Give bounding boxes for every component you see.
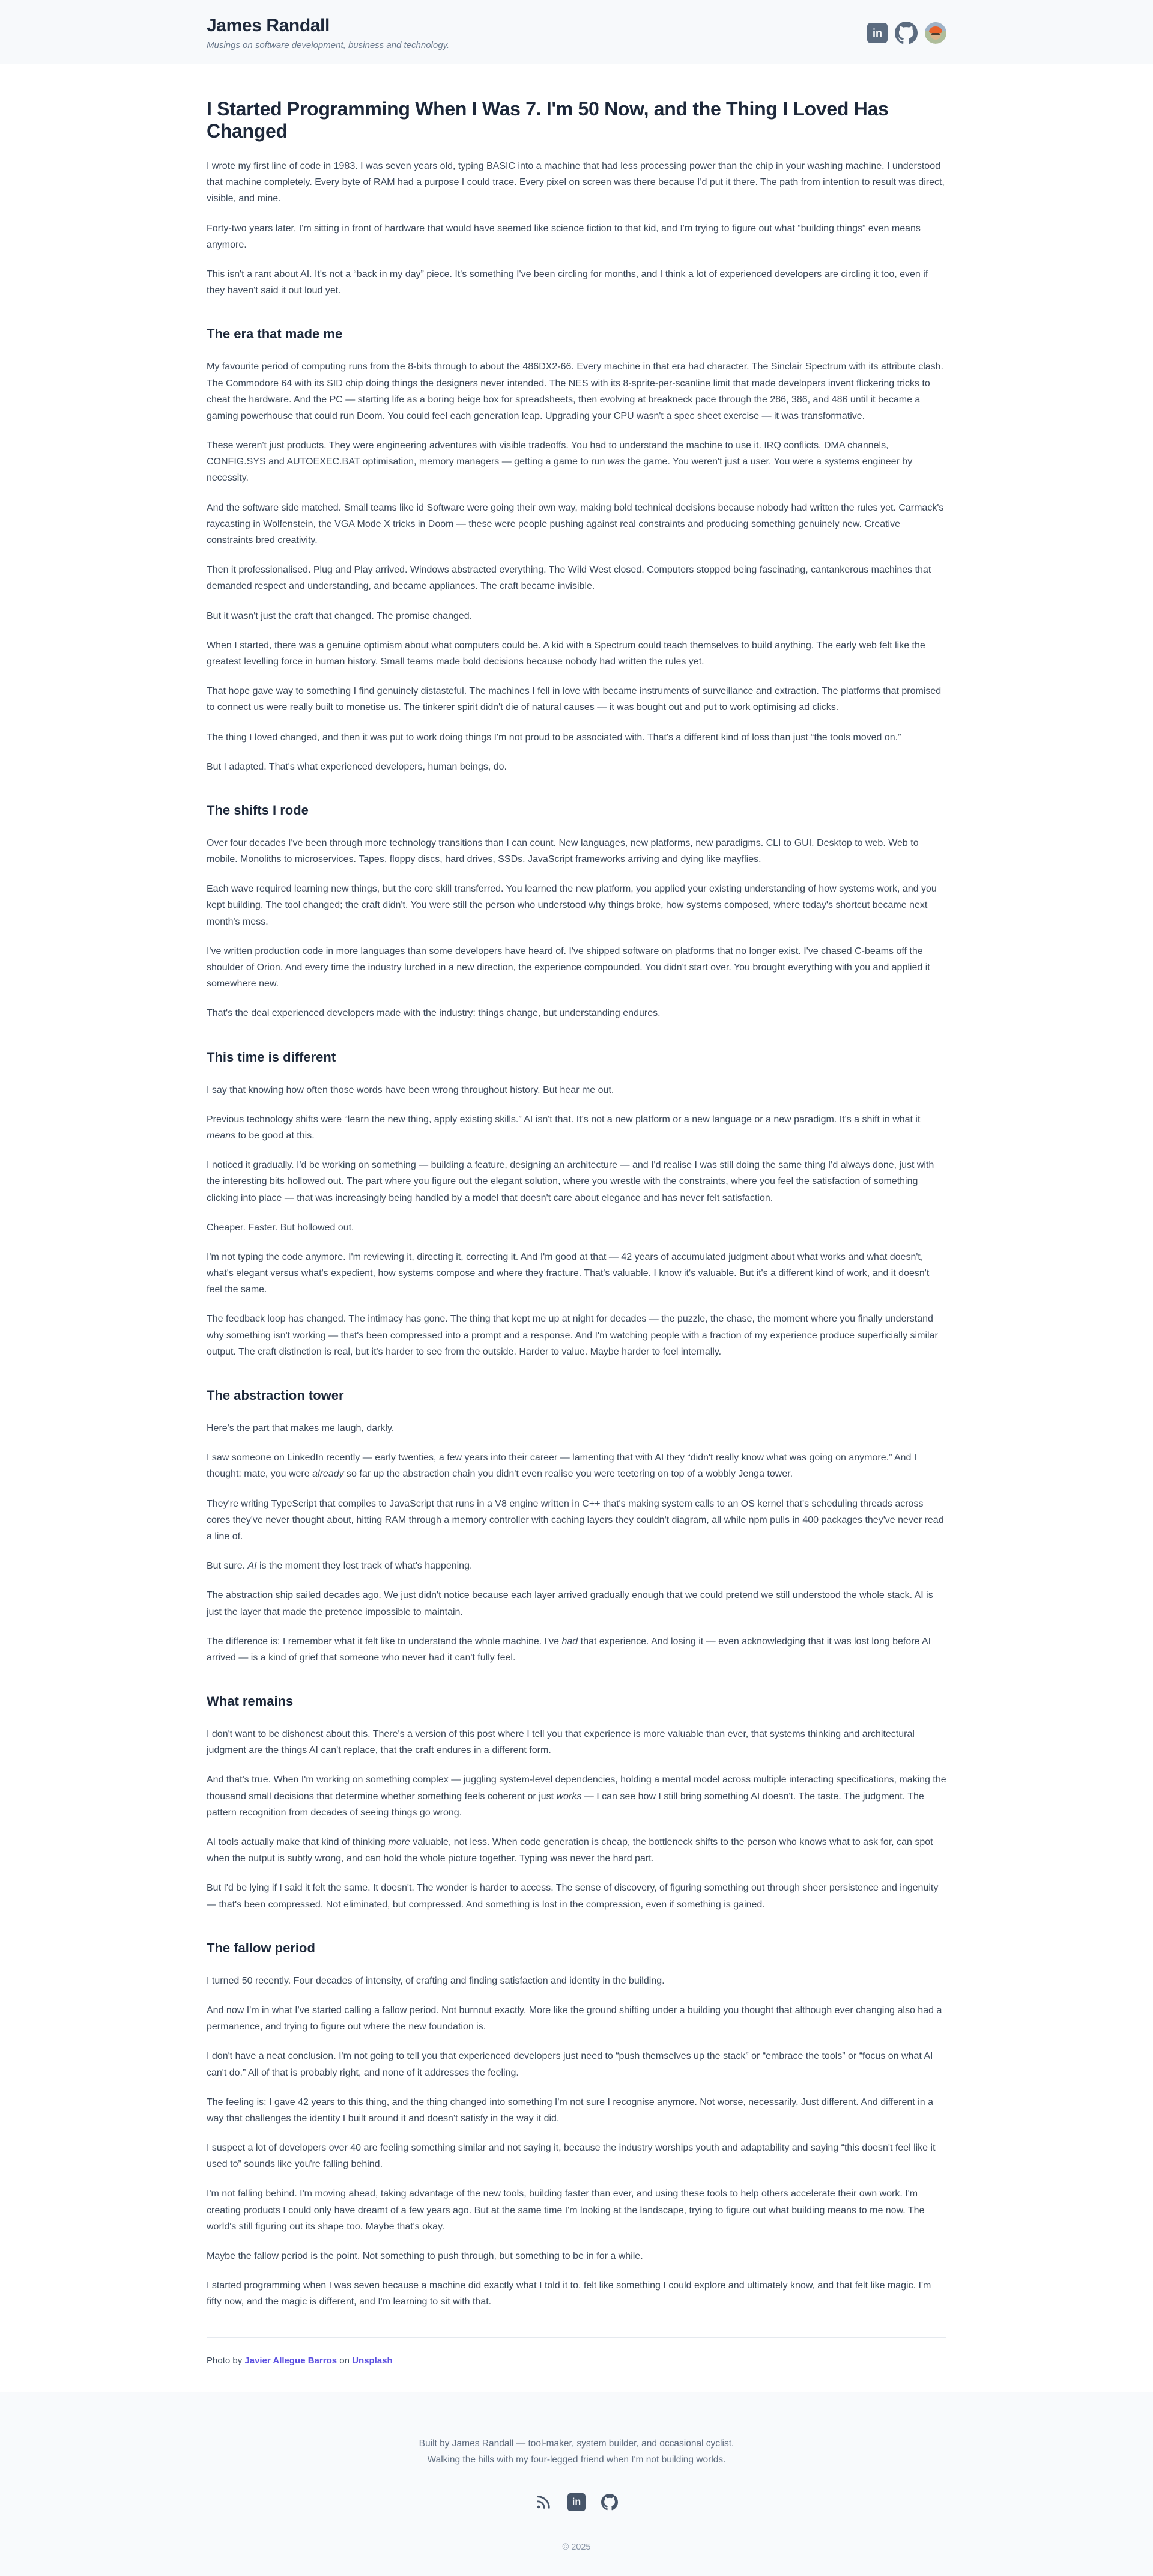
paragraph: I'm not typing the code anymore. I'm reviewing it, directing it, correcting it. And I'm good at that — 42 years of accumulated judgment about what works and what doesn't, what's elegant versus what's expedient, how systems compose and where they fracture. That's valuable. I know it's valuable. But it's a different kind of work, and it doesn't feel the same. (207, 1251, 930, 1295)
paragraph: This isn't a rant about AI. It's not a “back in my day” piece. It's something I've been circling for months, and I think a lot of experienced developers are circling it too, even if they haven't said it out loud yet. (207, 269, 928, 296)
photo-credit (207, 2356, 946, 2366)
paragraph: Previous technology shifts were “learn the new thing, apply existing skills.” AI isn't that. It's not a new platform or a new language or a new paradigm. It's a shift in what it means to be good at this. (207, 1114, 921, 1141)
footer-bio-line2: Walking the hills with my four-legged friend when I'm not building worlds. (427, 2454, 726, 2465)
photo-source-link[interactable]: Unsplash (352, 2355, 393, 2366)
paragraph: And the software side matched. Small teams like id Software were going their own way, making bold technical decisions because nobody had written the rules yet. Carmack's raycasting in Wolfenstein, the VGA Mode X tricks in Doom — these were people pushing against real constraints and producing something genuinely new. Creative constraints bred creativity. (207, 502, 944, 545)
site-footer (0, 2392, 1153, 2576)
site-header (0, 0, 1153, 64)
paragraph: And that's true. When I'm working on something complex — juggling system-level dependencies, holding a mental model across multiple interacting specifications, making the thousand small decisions that determine whether something feels coherent or just works — I can see how I still bring something AI doesn't. The taste. The judgment. The pattern recognition from decades of seeing things go wrong. (207, 1775, 946, 1818)
paragraph: These weren't just products. They were engineering adventures with visible tradeoffs. You had to understand the machine to use it. IRQ conflicts, DMA channels, CONFIG.SYS and AUTOEXEC.BAT optimisation, memory managers — getting a game to run was the game. You weren't just a user. You were a systems engineer by necessity. (207, 440, 913, 484)
section-heading: The era that made me (207, 326, 343, 342)
paragraph: I suspect a lot of developers over 40 are feeling something similar and not saying it, because the industry worships youth and adaptability and saying “this doesn't feel like it used to” sounds like you're falling behind. (207, 2143, 936, 2170)
linkedin-icon[interactable] (867, 23, 888, 43)
paragraph: But it wasn't just the craft that changed. The promise changed. (207, 610, 473, 621)
post-divider (207, 2337, 946, 2338)
linkedin-badge-footer: in (567, 2493, 586, 2511)
site-tagline: Musings on software development, business and technology. (207, 40, 450, 50)
paragraph: Maybe the fallow period is the point. Not something to push through, but something to be in for a while. (207, 2251, 643, 2261)
site-identity (207, 16, 449, 50)
paragraph: Here's the part that makes me laugh, darkly. (207, 1423, 395, 1433)
paragraph: The feedback loop has changed. The intimacy has gone. The thing that kept me up at night for decades — the puzzle, the chase, the moment where you finally understand why something isn't working — that's been compressed into a prompt and a response. And I'm watching people with a fraction of my experience produce superficially similar output. The craft distinction is real, but it's harder to see from the outside. Harder to value. Maybe harder to feel internally. (207, 1314, 938, 1357)
photo-credit-prefix: Photo by (207, 2355, 245, 2366)
paragraph: But sure. AI is the moment they lost track of what's happening. (207, 1561, 473, 1572)
paragraph: Over four decades I've been through more technology transitions than I can count. New languages, new platforms, new paradigms. CLI to GUI. Desktop to web. Web to mobile. Monoliths to microservices. Tapes, floppy discs, hard drives, SSDs. JavaScript frameworks arriving and dying like mayflies. (207, 837, 919, 865)
paragraph: AI tools actually make that kind of thinking more valuable, not less. When code generation is cheap, the bottleneck shifts to the person who knows what to ask for, can spot when the output is subtly wrong, and can hold the whole picture together. Typing was never the hard part. (207, 1837, 933, 1864)
header-social-links (867, 22, 946, 44)
paragraph: But I'd be lying if I said it felt the same. It doesn't. The wonder is harder to access. The sense of discovery, of figuring something out through sheer persistence and ingenuity — that's been compressed. Not eliminated, but compressed. And something is lost in the compression, even if something is gained. (207, 1883, 939, 1910)
paragraph: The thing I loved changed, and then it was put to work doing things I'm not proud to be associated with. That's a different kind of loss than just “the tools moved on.” (207, 732, 901, 743)
paragraph: I saw someone on LinkedIn recently — early twenties, a few years into their career — lamenting that with AI they “didn't really know what was going on anymore.” And I thought: mate, you were already so far up the abstraction chain you didn't even realise you were teetering on top of a wobbly Jenga tower. (207, 1453, 917, 1480)
paragraph: And now I'm in what I've started calling a fallow period. Not burnout exactly. More like the ground shifting under a building you thought that although ever changing also had a permanence, and trying to figure out where the new foundation is. (207, 2005, 942, 2032)
footer-bio-line1: Built by James Randall — tool-maker, system builder, and occasional cyclist. (419, 2438, 734, 2449)
photo-credit-middle: on (337, 2355, 353, 2366)
paragraph: I noticed it gradually. I'd be working on something — building a feature, designing an architecture — and I'd realise I was still doing the same thing I'd always done, just with the interesting bits hollowed out. The part where you figure out the elegant solution, where you wrestle with the constraints, where you feel the satisfaction of something clicking into place — that was increasingly being handled by a model that doesn't care about elegance and has never felt satisfaction. (207, 1160, 934, 1203)
paragraph: I started programming when I was seven because a machine did exactly what I told it to, felt like something I could explore and ultimately know, and that felt like magic. I'm fifty now, and the magic is different, and I'm learning to sit with that. (207, 2280, 931, 2307)
paragraph: Each wave required learning new things, but the core skill transferred. You learned the new platform, you applied your existing understanding of how systems work, and you kept building. The tool changed; the craft didn't. You were still the person who understood why things broke, how systems composed, where today's shortcut became next month's mess. (207, 884, 937, 927)
rss-icon[interactable] (535, 2494, 552, 2511)
paragraph: That's the deal experienced developers made with the industry: things change, but understanding endures. (207, 1008, 661, 1019)
paragraph: I don't have a neat conclusion. I'm not going to tell you that experienced developers just need to “push themselves up the stack” or “embrace the tools” or “focus on what AI can't do.” All of that is probably right, and none of it addresses the feeling. (207, 2051, 933, 2078)
section-heading: What remains (207, 1694, 294, 1709)
paragraph: I've written production code in more languages than some developers have heard of. I've shipped software on platforms that no longer exist. I've chased C-beams off the shoulder of Orion. And every time the industry lurched in a new direction, the experience compounded. You didn't start over. You brought everything with you and applied it somewhere new. (207, 946, 930, 989)
github-icon-footer[interactable] (601, 2494, 618, 2511)
post-title: I Started Programming When I Was 7. I'm 50 Now, and the Thing I Loved Has Changed (207, 98, 889, 142)
paragraph: My favourite period of computing runs from the 8-bits through to about the 486DX2-66. Every machine in that era had character. The Sinclair Spectrum with its attribute clash. The Commodore 64 with its SID chip doing things the designers never intended. The NES with its 8-sprite-per-scanline limit that made developers invent flickering tricks to cheat the hardware. And the PC — starting life as a boring beige box for spreadsheets, then evolving at breakneck pace through the 286, 386, and 486 until it became a gaming powerhouse that could run Doom. You could feel each generation leap. Upgrading your CPU wasn't a spec sheet exercise — it was transformative. (207, 362, 943, 421)
linkedin-icon-footer[interactable] (567, 2493, 586, 2511)
section-heading: The fallow period (207, 1940, 315, 1955)
paragraph: When I started, there was a genuine optimism about what computers could be. A kid with a Spectrum could teach themselves to build anything. The early web felt like the greatest levelling force in human history. Small teams made bold decisions because nobody had written the rules yet. (207, 640, 925, 667)
site-title: James Randall (207, 16, 330, 35)
paragraph: The feeling is: I gave 42 years to this thing, and the thing changed into something I'm not sure I recognise anymore. Not worse, necessarily. Just different. And different in a way that challenges the identity I built around it and doesn't satisfy in the way it did. (207, 2097, 933, 2124)
paragraph: The difference is: I remember what it felt like to understand the whole machine. I've had that experience. And losing it — even acknowledging that it was lost long before AI arrived — is a kind of grief that someone who never had it can't fully feel. (207, 1636, 931, 1663)
section-heading: The abstraction tower (207, 1388, 344, 1403)
paragraph: Cheaper. Faster. But hollowed out. (207, 1222, 354, 1233)
paragraph: But I adapted. That's what experienced developers, human beings, do. (207, 761, 507, 772)
article-body (207, 158, 946, 2310)
paragraph: I wrote my first line of code in 1983. I was seven years old, typing BASIC into a machine that had less processing power than the chip in your washing machine. I understood that machine completely. Every byte of RAM had a purpose I could trace. Every pixel on screen was there because I'd put it there. The path from intention to result was direct, visible, and mine. (207, 161, 945, 204)
avatar[interactable] (925, 22, 946, 44)
paragraph: I don't want to be dishonest about this. There's a version of this post where I tell you that experience is more valuable than ever, that systems thinking and architectural judgment are the things AI can't replace, that the craft endures in a different form. (207, 1729, 915, 1756)
copyright: © 2025 (562, 2542, 591, 2552)
paragraph: The abstraction ship sailed decades ago. We just didn't notice because each layer arrived gradually enough that we could pretend we still understood the whole stack. AI is just the layer that made the pretence impossible to maintain. (207, 1590, 933, 1617)
paragraph: I turned 50 recently. Four decades of intensity, of crafting and finding satisfaction and identity in the building. (207, 1975, 665, 1986)
paragraph: I say that knowing how often those words have been wrong throughout history. But hear me out. (207, 1084, 614, 1095)
footer-social-links (0, 2493, 1153, 2511)
photo-author-link[interactable]: Javier Allegue Barros (244, 2355, 337, 2366)
paragraph: Then it professionalised. Plug and Play arrived. Windows abstracted everything. The Wild West closed. Computers stopped being fascinating, cantankerous machines that demanded respect and understanding, and became appliances. The craft became invisible. (207, 565, 931, 592)
section-heading: The shifts I rode (207, 802, 309, 818)
linkedin-badge: in (867, 23, 888, 43)
paragraph: They're writing TypeScript that compiles to JavaScript that runs in a V8 engine written in C++ that's making system calls to an OS kernel that's scheduling threads across cores they've never thought about, hitting RAM through a memory controller with caching layers they couldn't diagram, all while npm pulls in 400 packages they've never read a line of. (207, 1498, 944, 1542)
paragraph: That hope gave way to something I find genuinely distasteful. The machines I fell in love with became instruments of surveillance and extraction. The platforms that promised to connect us were really built to monetise us. The tinkerer spirit didn't die of natural causes — it was bought out and put to work optimising ad clicks. (207, 686, 942, 713)
section-heading: This time is different (207, 1049, 336, 1065)
github-icon[interactable] (895, 22, 918, 44)
paragraph: Forty-two years later, I'm sitting in front of hardware that would have seemed like science fiction to that kid, and I'm trying to figure out what “building things” even means anymore. (207, 223, 921, 250)
paragraph: I'm not falling behind. I'm moving ahead, taking advantage of the new tools, building faster than ever, and using these tools to help others accelerate their own work. I'm creating products I could only have dreamt of a few years ago. But at the same time I'm looking at the landscape, trying to figure out what building means to me now. The world's still figuring out its shape too. Maybe that's okay. (207, 2189, 925, 2232)
article-main (207, 64, 946, 2392)
